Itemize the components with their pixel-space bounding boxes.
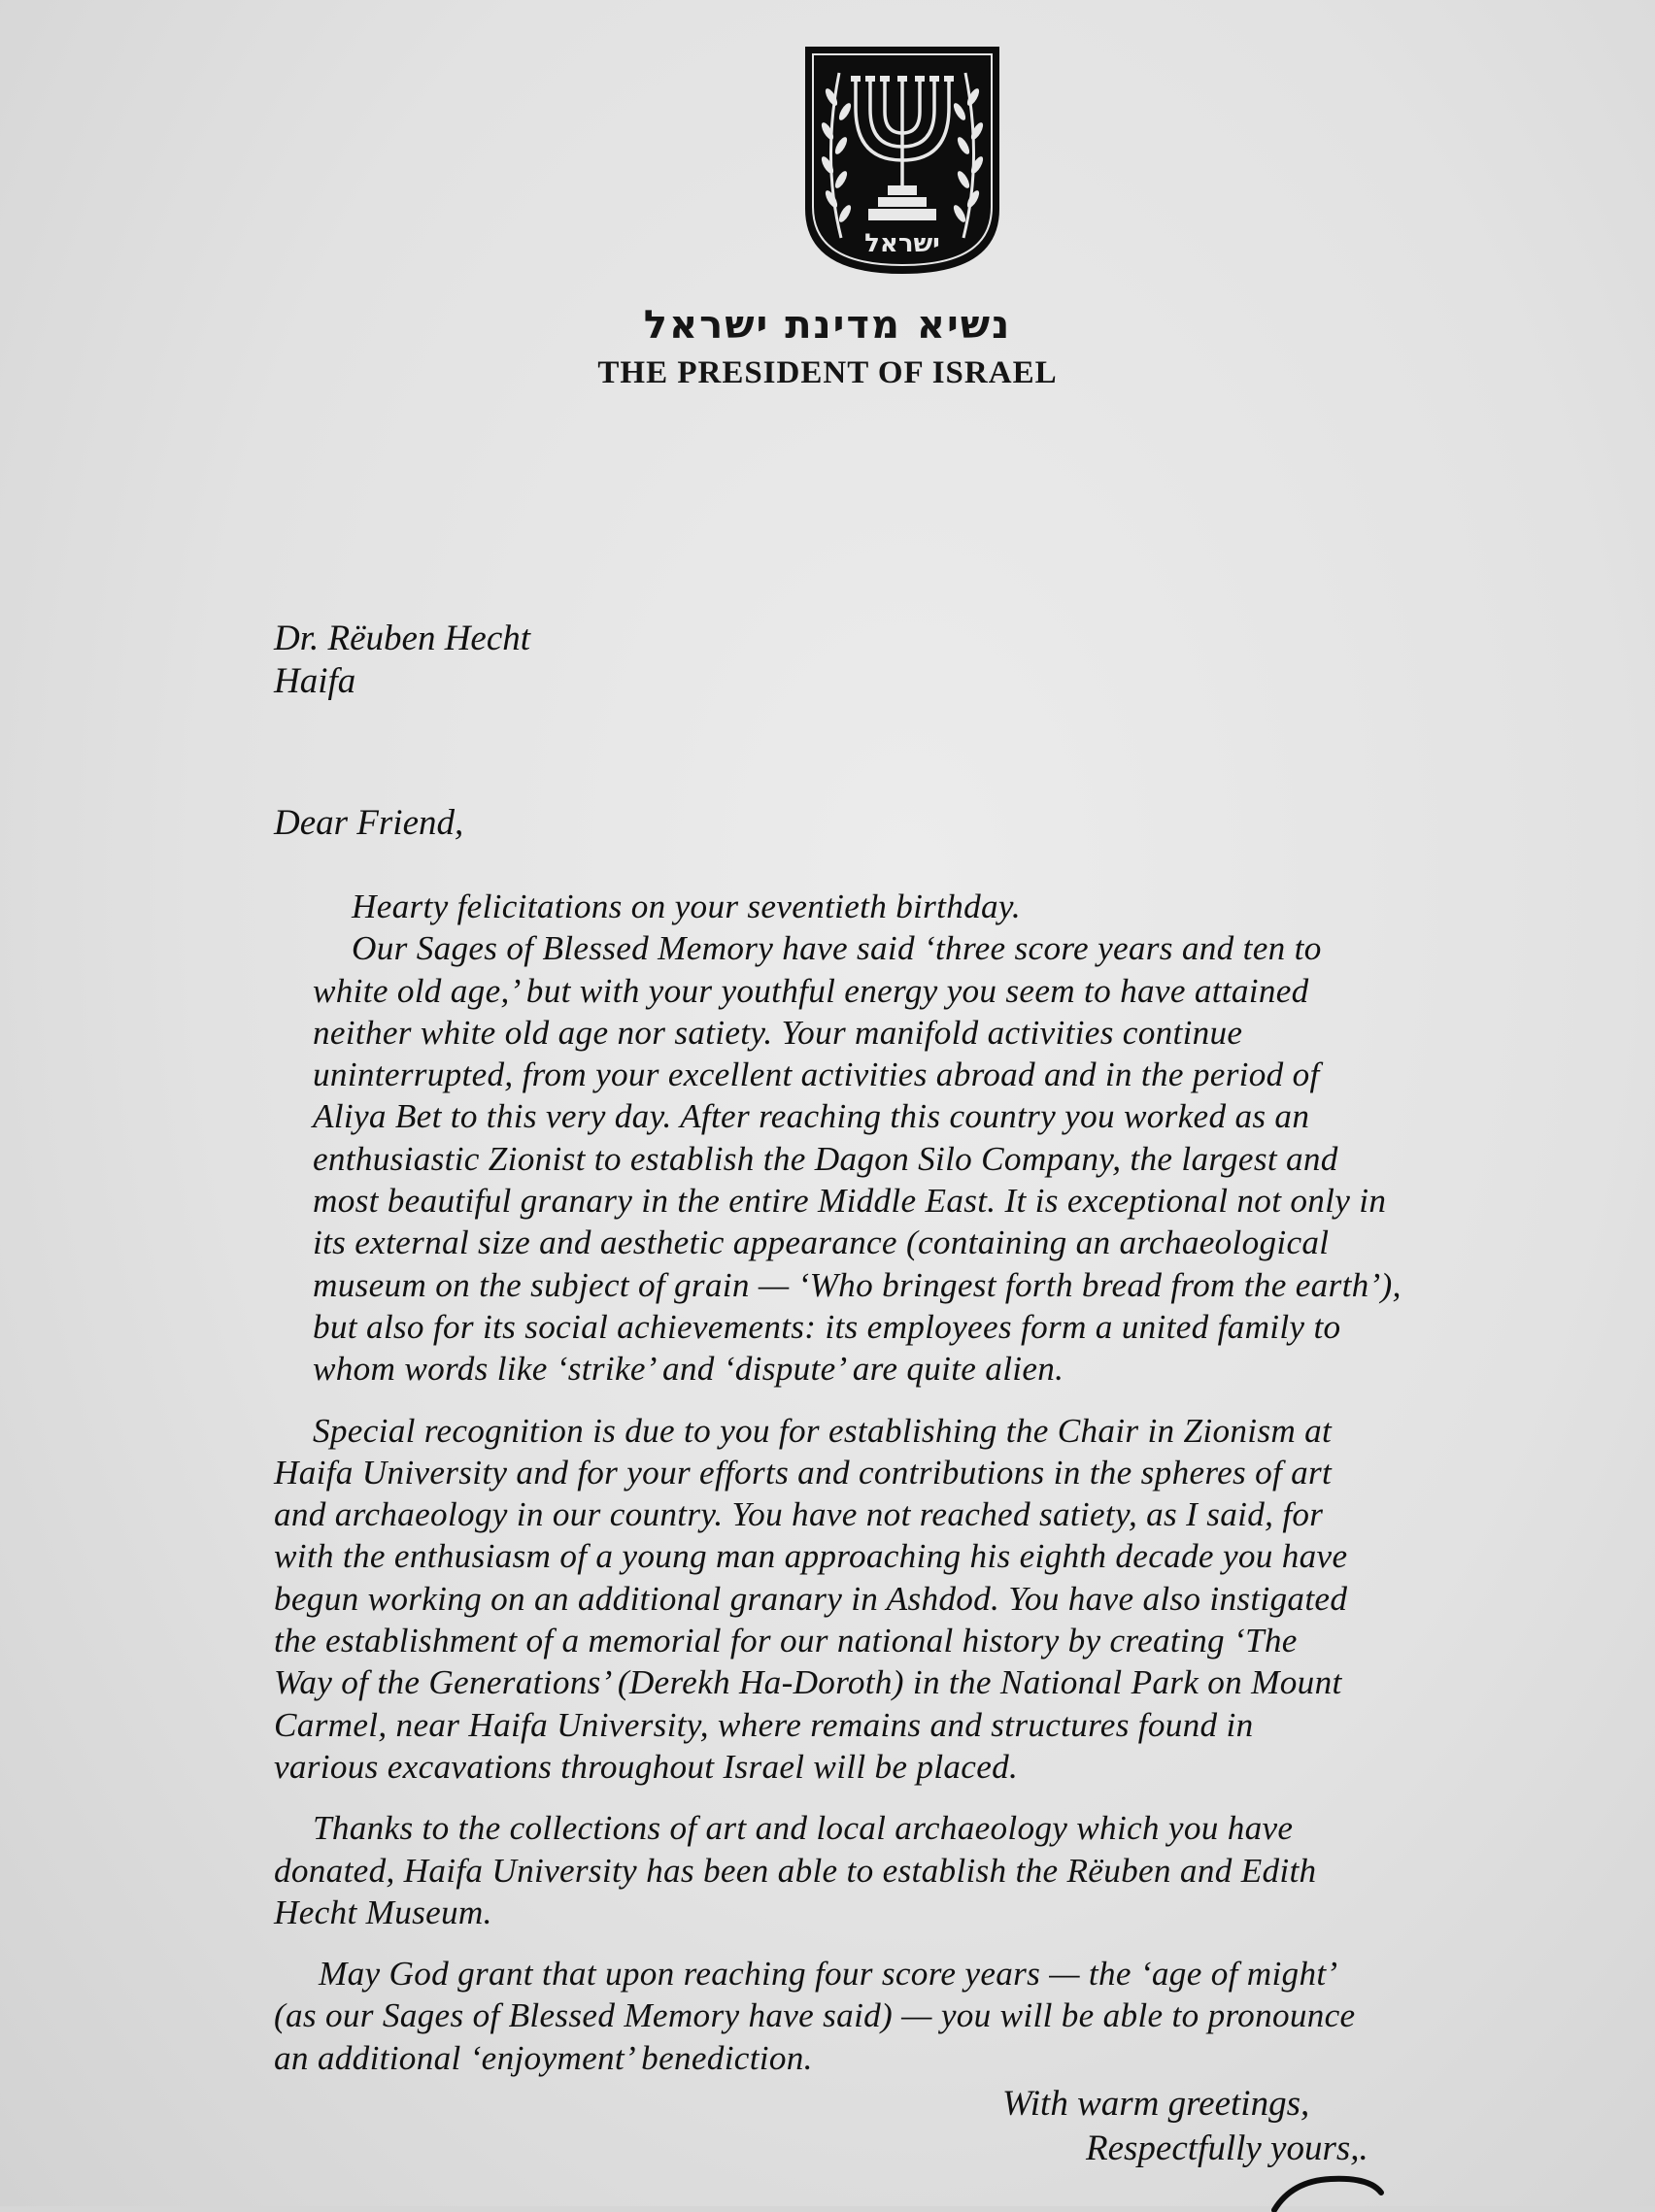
body-line: (as our Sages of Blessed Memory have said) — you will be able to pronounce: [274, 1996, 1356, 2035]
body-line: Hearty felicitations on your seventieth birthday.: [352, 888, 1021, 925]
paragraph-4: [274, 1953, 1546, 2079]
body-line: Carmel, near Haifa University, where remains and structures found in: [274, 1705, 1254, 1744]
paragraph-2: [274, 1410, 1546, 1789]
signature-icon: [1263, 2173, 1418, 2212]
paragraph-1: [274, 886, 1546, 1391]
body-line: most beautiful granary in the entire Middle East. It is exceptional not only in: [313, 1182, 1387, 1221]
recipient-city: Haifa: [274, 661, 356, 701]
paragraph-3: [274, 1807, 1546, 1933]
salutation: Dear Friend,: [274, 803, 464, 843]
recipient-address: [274, 618, 530, 703]
body-line: neither white old age nor satiety. Your manifold activities continue: [313, 1013, 1243, 1052]
body-line: museum on the subject of grain — ‘Who bringest forth bread from the earth’),: [313, 1265, 1402, 1304]
body-line: Hecht Museum.: [274, 1893, 492, 1931]
recipient-name: Dr. Rëuben Hecht: [274, 619, 531, 658]
body-line: uninterrupted, from your excellent activities abroad and in the period of: [313, 1056, 1320, 1094]
closing-signoff: Respectfully yours,.: [1086, 2128, 1368, 2168]
body-line: May God grant that upon reaching four score years — the ‘age of might’: [319, 1955, 1338, 1994]
english-title: THE PRESIDENT OF ISRAEL: [597, 355, 1058, 390]
body-line: Thanks to the collections of art and local archaeology which you have: [313, 1809, 1294, 1848]
body-line: various excavations throughout Israel will be placed.: [274, 1747, 1019, 1786]
body-line: its external size and aesthetic appearance (containing an archaeological: [313, 1223, 1330, 1262]
body-line: whom words like ‘strike’ and ‘dispute’ are quite alien.: [313, 1350, 1064, 1389]
body-line: an additional ‘enjoyment’ benediction.: [274, 2038, 813, 2077]
closing-greeting: With warm greetings,: [1002, 2084, 1310, 2124]
emblem-label: ישראל: [864, 229, 940, 258]
body-line: Haifa University and for your efforts and contributions in the spheres of art: [274, 1453, 1333, 1491]
body-line: white old age,’ but with your youthful energy you seem to have attained: [313, 971, 1309, 1010]
menorah-emblem-icon: [802, 44, 1002, 277]
body-line: Aliya Bet to this very day. After reaching this country you worked as an: [313, 1097, 1310, 1136]
body-line: but also for its social achievements: its employees form a united family to: [313, 1307, 1341, 1346]
hebrew-title: נשיא מדינת ישראל: [643, 303, 1012, 348]
body-line: Special recognition is due to you for establishing the Chair in Zionism at: [313, 1411, 1333, 1450]
body-line: with the enthusiasm of a young man approaching his eighth decade you have: [274, 1537, 1348, 1576]
body-line: Way of the Generations’ (Derekh Ha-Doroth) in the National Park on Mount: [274, 1663, 1342, 1702]
body-line: the establishment of a memorial for our national history by creating ‘The: [274, 1622, 1298, 1660]
body-line: Our Sages of Blessed Memory have said ‘three score years and ten to: [352, 929, 1322, 968]
body-line: and archaeology in our country. You have not reached satiety, as I said, for: [274, 1495, 1324, 1534]
body-line: enthusiastic Zionist to establish the Dagon Silo Company, the largest and: [313, 1139, 1338, 1178]
closing: [1002, 2082, 1368, 2171]
letter-body: [274, 886, 1546, 2079]
body-line: donated, Haifa University has been able to establish the Rëuben and Edith: [274, 1851, 1317, 1890]
body-line: begun working on an additional granary in Ashdod. You have also instigated: [274, 1579, 1348, 1618]
